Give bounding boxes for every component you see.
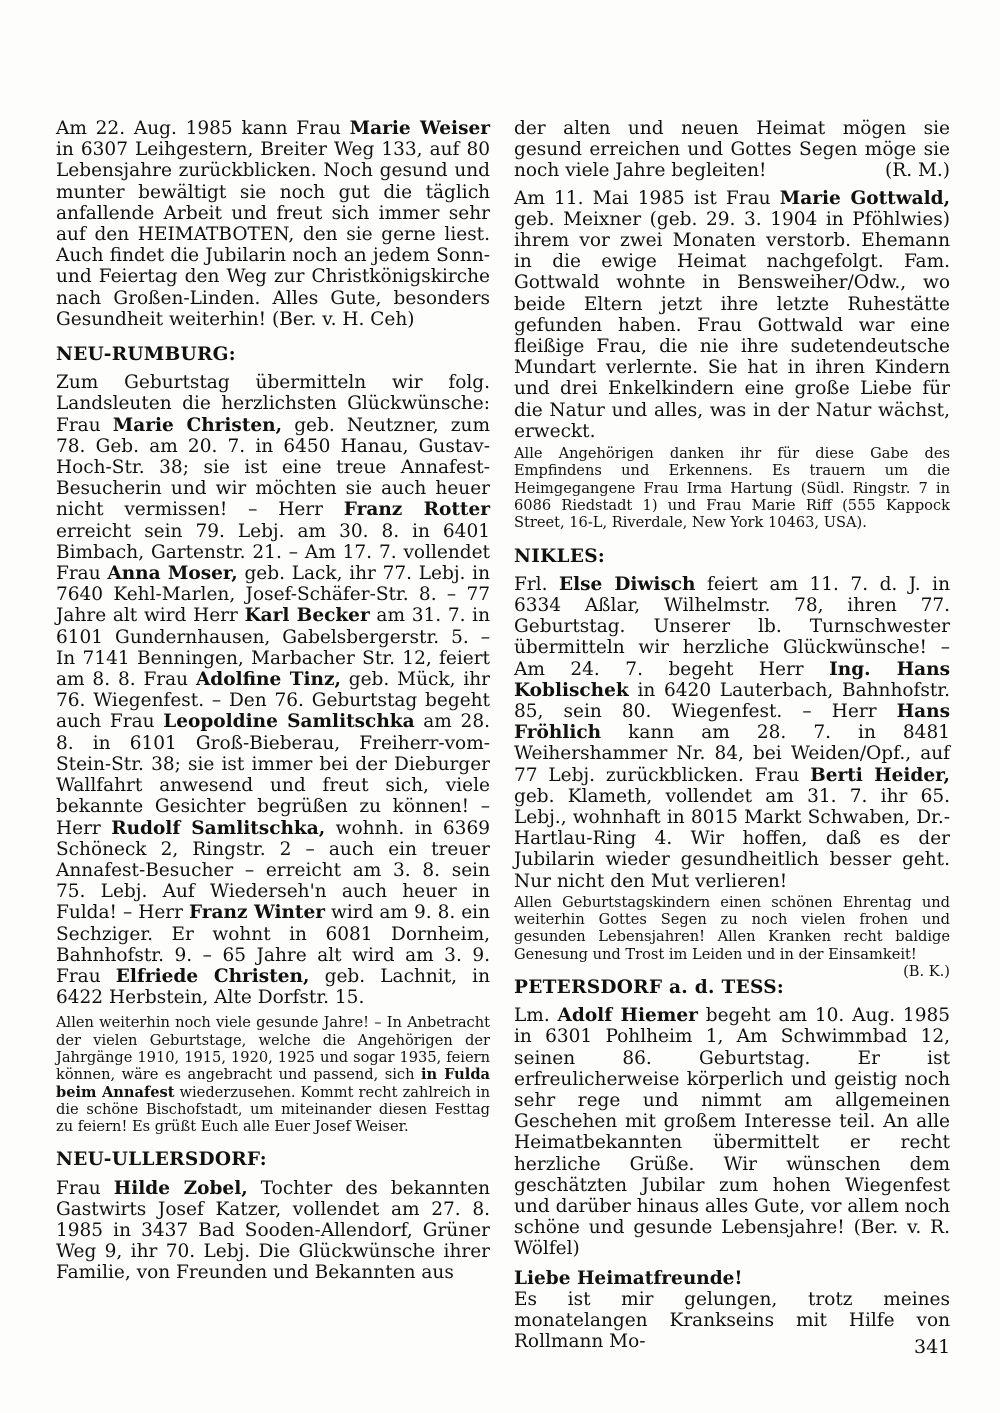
- text-run: begeht am 10. Aug. 1985 in 6301 Pohlheim 1, Am Schwimmbad 12, seinen 86. Geburtstag. Er ist erfreulicherweise körperlich und geistig noch sehr rege und nimmt am allgemeinen Geschehen mit großem Interesse teil. An alle Heimatbekannten übermittelt er recht herzliche Grüße. Wir wünschen dem geschätzten Jubilar zum hohen Wiegenfest und darüber hinaus alles Gute, vor allem noch schöne und gesunde Lebensjahre! (Ber. v. R. Wölfel): [514, 1005, 950, 1260]
- name-highlight: Marie Christen,: [112, 414, 283, 436]
- name-highlight: Franz Winter: [188, 902, 325, 924]
- name-highlight: Leopoldine Samlitschka: [163, 711, 415, 733]
- text-run: feiert am 11. 7. d. J. in 6334 Aßlar, Wilhelmstr. 78, ihren 77. Geburtstag. Unserer lb. Turnschwester übermitteln wir herzliche Glückwünsche! – Am 24. 7. begeht Herr: [514, 573, 950, 680]
- paragraph-petersdorf: [514, 1005, 950, 1259]
- name-highlight: Else Diwisch: [558, 573, 696, 595]
- text-run: geb. Neutzner, zum 78. Geb. am 20. 7. in 6450 Hanau, Gustav-Hoch-Str. 38; sie ist eine treue Annafest-Besucherin und wir möchten sie auch heuer nicht vermissen! – Herr: [56, 414, 490, 521]
- section-heading-petersdorf: PETERSDORF a. d. TESS:: [514, 976, 785, 998]
- page-number: 341: [914, 1336, 951, 1358]
- paragraph-liebe: Es ist mir gelungen, trotz meines monatelangen Krankseins mit Hilfe von Rollmann Mo-: [514, 1288, 950, 1353]
- signature-bk: (B. K.): [903, 962, 950, 980]
- text-run: geb. Mück, ihr 76. Wiegenfest. – Den 76. Geburtstag begeht auch Frau: [56, 669, 490, 733]
- text-run: wird am 9. 8. ein Sechziger. Er wohnt in 6081 Dornheim, Bahnhofstr. 9. – 65 Jahre alt wird am 3. 9. Frau: [56, 902, 491, 987]
- name-highlight: Anna Moser,: [107, 563, 238, 585]
- name-highlight: Adolfine Tinz,: [195, 669, 341, 691]
- right-column: [514, 118, 950, 1352]
- text-run: Lm.: [514, 1005, 558, 1027]
- name-highlight: Ing. Hans Koblischek: [514, 658, 950, 701]
- paragraph-nikles: [514, 574, 950, 892]
- note-gottwald: Alle Angehörigen danken ihr für diese Gabe des Empfindens und Erkennens. Es trauern um die Heimgegangene Frau Irma Hartung (Südl. Ringstr. 7 in 6086 Riedstadt 1) und Frau Marie Riff (555 Kappock Street, 16-L, Riverdale, New York 10463, USA).: [514, 445, 950, 532]
- text-run: geb. Klameth, vollendet am 31. 7. ihr 65. Lebj., wohnhaft in 8015 Markt Schwaben, Dr.-Hartlau-Ring 4. Wir hoffen, daß es der Jubilarin wieder gesundheitlich besser geht. Nur nicht den Mut verlieren!: [514, 785, 950, 892]
- text-run: Zum Geburtstag übermitteln wir folg. Landsleuten die herzlichsten Glückwünsche: Frau: [56, 372, 490, 436]
- left-column: [56, 118, 490, 1284]
- text-run: geb. Meixner (geb. 29. 3. 1904 in Pföhlwies) ihrem vor zwei Monaten verstorb. Ehemann in die ewige Heimat nachgefolgt. Fam. Gottwald wohnte in Bensweiher/Odw., wo beide Eltern jetzt ihre letzte Ruhestätte gefunden haben. Frau Gottwald war eine fleißige Frau, die nie ihre sudetendeutsche Mundart verlernte. Sie hat in ihren Kindern und drei Enkelkindern eine große Liebe für die Natur und alles, was in der Natur wächst, erweckt.: [514, 208, 950, 442]
- text-run: in 6307 Leihgestern, Breiter Weg 133, auf 80 Lebensjahre zurückblicken. Noch gesund und munter bewältigt sie noch gut die täglich anfallende Arbeit und freut sich immer sehr auf den HEIMATBOTEN, den sie gerne liest. Auch findet die Jubilarin noch an jedem Sonn- und Feiertag den Weg zur Christkönigskirche nach Großen-Linden. Alles Gute, besonders Gesundheit weiterhin! (Ber. v. H. Ceh): [56, 139, 490, 330]
- continuation-text: der alten und neuen Heimat mögen sie gesund erreichen und Gottes Segen möge sie noch viele Jahre begleiten!: [514, 118, 950, 182]
- name-highlight: in Fulda beim Annafest: [56, 1066, 490, 1101]
- text-run: Frl.: [514, 573, 559, 595]
- signature-rm: (R. M.): [885, 160, 950, 182]
- text-run: am 31. 7. in 6101 Gundernhausen, Gabelsbergerstr. 5. – In 7141 Benningen, Marbacher Str. 12, feiert am 8. 8. Frau: [56, 605, 491, 691]
- nikles-note-text: Allen Geburtstagskindern einen schönen Ehrentag und weiterhin Gottes Segen zu noch vielen frohen und gesunden Lebensjahren! Allen Kranken recht baldige Genesung und Trost im Leiden und in der Einsamkeit!: [514, 893, 950, 963]
- note-neu-rumburg: [56, 1014, 490, 1135]
- text-run: in 6420 Lauterbach, Bahnhofstr. 85, sein 80. Wiegenfest. – Herr: [514, 679, 950, 722]
- name-highlight: Hilde Zobel,: [113, 1177, 248, 1199]
- paragraph-gottwald: [514, 188, 950, 442]
- paragraph-neu-rumburg: [56, 372, 490, 1008]
- section-heading-neu-ullersdorf: NEU-ULLERSDORF:: [56, 1149, 267, 1171]
- paragraph-continuation: [514, 118, 950, 182]
- name-highlight: Elfriede Christen,: [115, 965, 310, 987]
- text-run: Frau: [56, 1177, 114, 1199]
- text-run: Am 22. Aug. 1985 kann Frau: [56, 118, 350, 139]
- text-run: geb. Lachnit, in 6422 Herbstein, Alte Dorfstr. 15.: [56, 965, 490, 1009]
- text-run: kann am 28. 7. in 8481 Weihershammer Nr. 84, bei Weiden/Opf., auf 77 Lebj. zurückblicken. Frau: [514, 722, 950, 786]
- text-run: am 28. 8. in 6101 Groß-Bieberau, Freiherr-vom-Stein-Str. 38; sie ist immer bei der Dieburger Wallfahrt anwesend und freut sich, viele bekannte Gesichter begrüßen zu können! – Herr: [56, 711, 490, 839]
- text-run: erreicht sein 79. Lebj. am 30. 8. in 6401 Bimbach, Gartenstr. 21. – Am 17. 7. vollendet Frau: [56, 520, 490, 585]
- name-highlight: Berti Heider,: [810, 764, 950, 786]
- text-run: geb. Lack, ihr 77. Lebj. in 7640 Kehl-Marlen, Josef-Schäfer-Str. 8. – 77 Jahre alt wird Herr: [56, 563, 490, 627]
- text-run: wiederzusehen. Kommt recht zahlreich in die schöne Bischofstadt, um miteinander diesen Festtag zu feiern! Es grüßt Euch alle Euer Josef Weiser.: [56, 1083, 490, 1136]
- name-highlight: Karl Becker: [244, 605, 370, 627]
- paragraph-weiser: [56, 118, 490, 330]
- name-highlight: Franz Rotter: [343, 499, 490, 521]
- name-highlight: Marie Gottwald,: [779, 187, 951, 209]
- text-run: wohnh. in 6369 Schöneck 2, Ringstr. 2 – auch ein treuer Annafest-Besucher – erreicht am 3. 8. sein 75. Lebj. Auf Wiederseh'n auch heuer in Fulda! – Herr: [56, 817, 490, 924]
- name-highlight: Hans Fröhlich: [514, 700, 950, 744]
- paragraph-neu-ullersdorf: [56, 1178, 490, 1284]
- name-highlight: Rudolf Samlitschka,: [111, 817, 326, 839]
- section-heading-neu-rumburg: NEU-RUMBURG:: [56, 344, 236, 366]
- note-nikles: [514, 893, 950, 980]
- text-run: Tochter des bekannten Gastwirts Josef Katzer, vollendet am 27. 8. 1985 in 3437 Bad Sooden-Allendorf, Grüner Weg 9, ihr 70. Lebj. Die Glückwünsche ihrer Familie, von Freunden und Bekannten aus: [56, 1177, 490, 1284]
- name-highlight: Marie Weiser: [349, 118, 491, 139]
- name-highlight: Adolf Hiemer: [557, 1005, 698, 1027]
- subheading-liebe-heimatfreunde: Liebe Heimatfreunde!: [514, 1267, 743, 1289]
- text-run: Allen weiterhin noch viele gesunde Jahre! – In Anbetracht der vielen Geburtstage, welche die Angehörigen der Jahrgänge 1910, 1915, 1920, 1925 und sogar 1935, feiern können, wäre es angebracht und passend, sich: [56, 1014, 490, 1084]
- text-run: Am 11. Mai 1985 ist Frau: [514, 187, 780, 209]
- section-heading-nikles: NIKLES:: [514, 545, 606, 567]
